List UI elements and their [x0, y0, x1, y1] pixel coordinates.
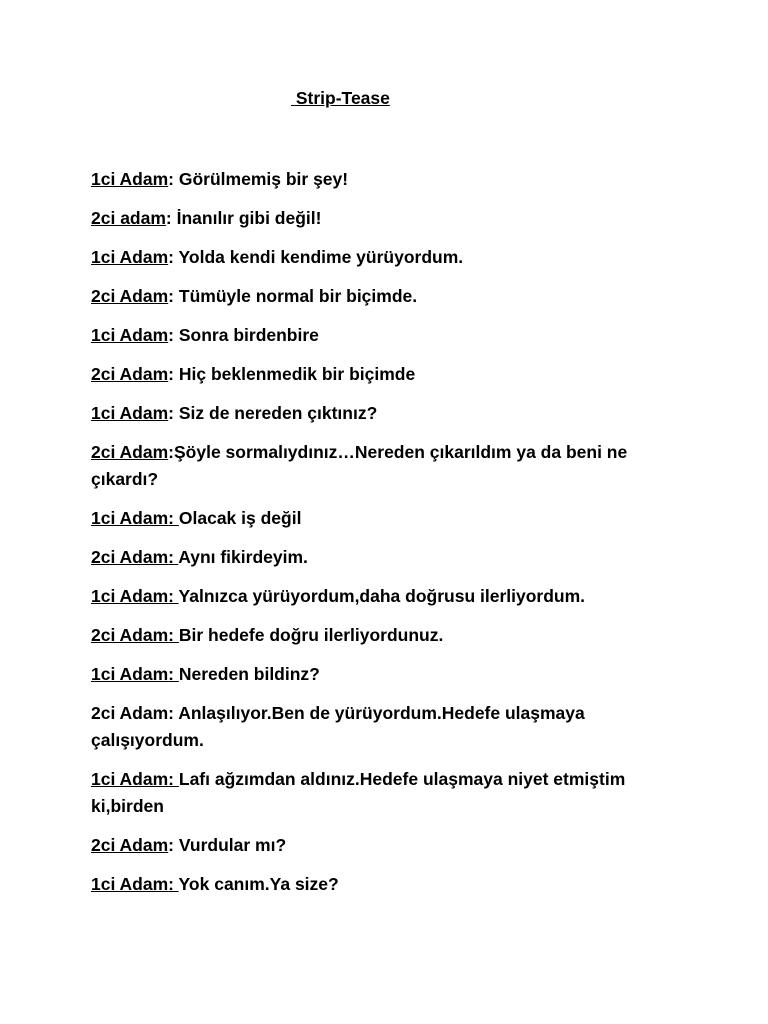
- speaker-separator: :: [168, 769, 179, 789]
- dialogue-line: [91, 544, 671, 571]
- dialogue-line: [91, 832, 671, 859]
- dialogue-line: [91, 244, 671, 271]
- dialogue-line: [91, 583, 671, 610]
- dialogue-text: Olacak iş değil: [178, 508, 302, 528]
- dialogue-line: [91, 766, 671, 820]
- speaker-separator: :: [168, 247, 179, 267]
- dialogue-text: Tümüyle normal bir biçimde.: [178, 286, 418, 306]
- speaker-label: 2ci Adam: [91, 703, 169, 723]
- dialogue-text: Sonra birdenbire: [178, 325, 319, 345]
- dialogue-text: Nereden bildinz?: [178, 664, 320, 684]
- dialogue-text: Aynı fikirdeyim.: [178, 547, 308, 567]
- speaker-separator: :: [168, 703, 179, 723]
- dialogue-text: Siz de nereden çıktınız?: [178, 403, 378, 423]
- speaker-label: 1ci Adam: [91, 508, 169, 528]
- speaker-label: 1ci Adam: [91, 247, 169, 267]
- speaker-separator: :: [168, 442, 174, 462]
- dialogue-text: Yalnızca yürüyordum,daha doğrusu ilerliyordum.: [178, 586, 586, 606]
- speaker-label: 1ci Adam: [91, 769, 169, 789]
- dialogue-text: Anlaşılıyor.Ben de yürüyordum.Hedefe ulaşmaya çalışıyordum.: [91, 703, 585, 750]
- speaker-label: 1ci Adam: [91, 874, 169, 894]
- speaker-separator: :: [168, 286, 179, 306]
- speaker-label: 1ci Adam: [91, 586, 169, 606]
- document-title: Strip-Tease: [291, 88, 390, 108]
- speaker-separator: :: [168, 403, 179, 423]
- speaker-separator: :: [168, 364, 179, 384]
- speaker-separator: :: [168, 547, 179, 567]
- dialogue-text: Vurdular mı?: [178, 835, 287, 855]
- dialogue-text: Lafı ağzımdan aldınız.Hedefe ulaşmaya niyet etmiştim ki,birden: [91, 769, 626, 816]
- dialogue-text: Bir hedefe doğru ilerliyordunuz.: [178, 625, 444, 645]
- dialogue-line: [91, 361, 671, 388]
- dialogue-line: [91, 622, 671, 649]
- dialogue-text: Yolda kendi kendime yürüyordum.: [178, 247, 464, 267]
- dialogue-line: [91, 661, 671, 688]
- speaker-separator: :: [168, 325, 179, 345]
- speaker-separator: :: [168, 625, 179, 645]
- speaker-label: 2ci Adam: [91, 547, 169, 567]
- dialogue-line: [91, 166, 671, 193]
- dialogue-line: [91, 439, 671, 493]
- dialogue-line: [91, 400, 671, 427]
- speaker-separator: :: [168, 835, 179, 855]
- speaker-label: 2ci Adam: [91, 364, 169, 384]
- speaker-separator: :: [168, 586, 179, 606]
- dialogue-line: [91, 700, 671, 754]
- dialogue-line: [91, 871, 671, 898]
- dialogue-text: Hiç beklenmedik bir biçimde: [178, 364, 416, 384]
- dialogue-line: [91, 322, 671, 349]
- dialogue-text: Yok canım.Ya size?: [178, 874, 339, 894]
- speaker-label: 1ci Adam: [91, 169, 169, 189]
- speaker-separator: :: [168, 874, 179, 894]
- dialogue-line: [91, 505, 671, 532]
- dialogue-text: İnanılır gibi değil!: [176, 208, 322, 228]
- speaker-label: 2ci Adam: [91, 625, 169, 645]
- speaker-label: 1ci Adam: [91, 325, 169, 345]
- dialogue-text: Görülmemiş bir şey!: [178, 169, 349, 189]
- speaker-label: 2ci Adam: [91, 442, 169, 462]
- speaker-separator: :: [165, 208, 177, 228]
- speaker-separator: :: [168, 169, 179, 189]
- speaker-separator: :: [168, 508, 179, 528]
- dialogue-text: Şöyle sormalıydınız…Nereden çıkarıldım ya da beni ne çıkardı?: [91, 442, 628, 489]
- dialogue-lines: [91, 166, 671, 910]
- speaker-label: 2ci adam: [91, 208, 166, 228]
- speaker-label: 1ci Adam: [91, 403, 169, 423]
- dialogue-line: [91, 205, 671, 232]
- dialogue-line: [91, 283, 671, 310]
- speaker-label: 2ci Adam: [91, 286, 169, 306]
- speaker-label: 1ci Adam: [91, 664, 169, 684]
- speaker-label: 2ci Adam: [91, 835, 169, 855]
- speaker-separator: :: [168, 664, 179, 684]
